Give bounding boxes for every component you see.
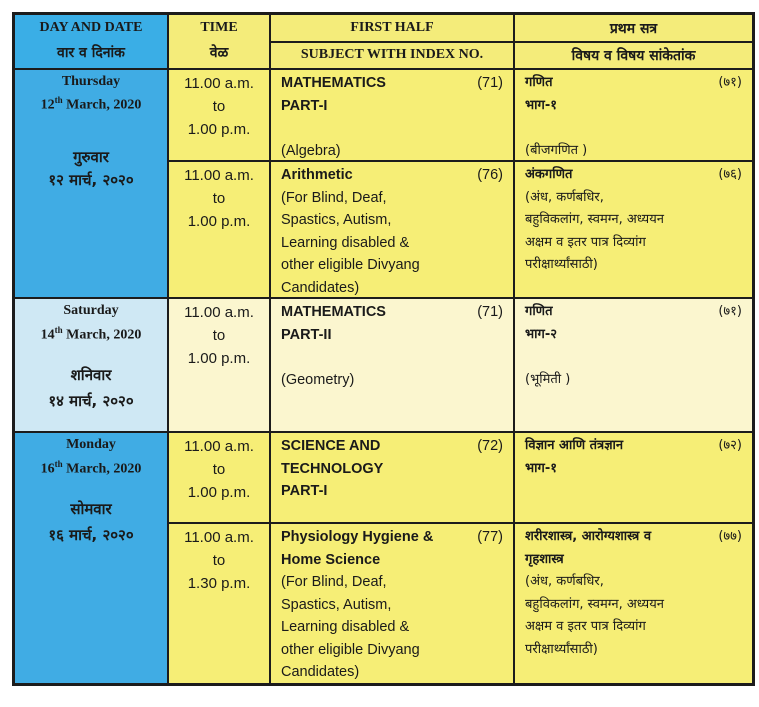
index-code-en: (72) bbox=[477, 438, 503, 454]
subject-mr-cell: गणित भाग-१ (बीजगणित ) (७१) bbox=[514, 69, 753, 161]
index-code-en: (76) bbox=[477, 167, 503, 183]
header-first-half-mr-label: प्रथम सत्र bbox=[609, 21, 658, 37]
weekday-mr: सोमवार bbox=[70, 500, 112, 518]
date-en: 12th March, 2020 bbox=[40, 95, 142, 113]
date-mr: १२ मार्च, २०२० bbox=[48, 171, 134, 189]
date-cell-monday bbox=[14, 432, 168, 684]
exam-timetable bbox=[12, 12, 755, 686]
header-subject-mr-label: विषय व विषय सांकेतांक bbox=[571, 48, 696, 64]
header-time bbox=[168, 14, 270, 69]
index-code-mr: (७७) bbox=[718, 529, 742, 544]
subject-mr-cell: विज्ञान आणि तंत्रज्ञान भाग-१ (७२) bbox=[514, 432, 753, 523]
subject-en-cell: MATHEMATICS PART-I (Algebra) (71) bbox=[270, 69, 514, 161]
index-code-en: (71) bbox=[477, 304, 503, 320]
weekday-en: Thursday bbox=[61, 74, 121, 89]
header-time-en: TIME bbox=[200, 20, 238, 35]
subject-en-cell: SCIENCE AND TECHNOLOGY PART-I (72) bbox=[270, 432, 514, 523]
index-code-en: (77) bbox=[477, 529, 503, 545]
header-day-date-en: DAY AND DATE bbox=[39, 20, 143, 35]
weekday-en: Saturday bbox=[63, 303, 119, 318]
time-cell: 11.00 a.m. to 1.00 p.m. bbox=[168, 432, 270, 523]
weekday-en: Monday bbox=[66, 437, 116, 452]
index-code-en: (71) bbox=[477, 75, 503, 91]
header-day-date bbox=[14, 14, 168, 69]
date-mr: १४ मार्च, २०२० bbox=[48, 392, 134, 410]
date-cell-thursday bbox=[14, 69, 168, 298]
time-cell: 11.00 a.m. to 1.00 p.m. bbox=[168, 298, 270, 432]
header-first-half-mr bbox=[514, 14, 753, 42]
time-cell: 11.00 a.m. to 1.30 p.m. bbox=[168, 523, 270, 684]
date-mr: १६ मार्च, २०२० bbox=[48, 526, 134, 544]
time-cell: 11.00 a.m. to 1.00 p.m. bbox=[168, 69, 270, 161]
date-en: 14th March, 2020 bbox=[40, 325, 142, 343]
header-subject-en-label: SUBJECT WITH INDEX NO. bbox=[300, 47, 484, 62]
date-en: 16th March, 2020 bbox=[40, 459, 142, 477]
subject-mr-cell: शरीरशास्त्र, आरोग्यशास्त्र व गृहशास्त्र (अंध, कर्णबधिर, बहुविकलांग, स्वमग्न, अध्ययन अक्षम व इतर पात्र दिव्यांग परीक्षार्थ्यांसाठी) (७७) bbox=[514, 523, 753, 684]
weekday-mr: गुरुवार bbox=[73, 148, 109, 166]
header-first-half-en: FIRST HALF bbox=[350, 20, 434, 35]
index-code-mr: (७२) bbox=[718, 438, 742, 453]
subject-mr-cell: गणित भाग-२ (भूमिती ) (७१) bbox=[514, 298, 753, 432]
subject-en-cell: Physiology Hygiene & Home Science (For Blind, Deaf, Spastics, Autism, Learning disabled & other eligible Divyang Candidates) (77) bbox=[270, 523, 514, 684]
header-time-mr: वेळ bbox=[209, 45, 229, 61]
header-day-date-mr: वार व दिनांक bbox=[57, 45, 125, 61]
header-subject-en bbox=[270, 42, 514, 69]
index-code-mr: (७१) bbox=[718, 304, 742, 319]
subject-mr-cell: अंकगणित (अंध, कर्णबधिर, बहुविकलांग, स्वमग्न, अध्ययन अक्षम व इतर पात्र दिव्यांग परीक्षार्थ्यांसाठी) (७६) bbox=[514, 161, 753, 298]
weekday-mr: शनिवार bbox=[70, 366, 112, 384]
time-cell: 11.00 a.m. to 1.00 p.m. bbox=[168, 161, 270, 298]
header-subject-mr bbox=[514, 42, 753, 69]
date-cell-saturday bbox=[14, 298, 168, 432]
subject-en-cell: MATHEMATICS PART-II (Geometry) (71) bbox=[270, 298, 514, 432]
index-code-mr: (७६) bbox=[718, 167, 742, 182]
index-code-mr: (७१) bbox=[718, 75, 742, 90]
subject-en-cell: Arithmetic (For Blind, Deaf, Spastics, Autism, Learning disabled & other eligible Divyang Candidates) (76) bbox=[270, 161, 514, 298]
header-first-half bbox=[270, 14, 514, 42]
